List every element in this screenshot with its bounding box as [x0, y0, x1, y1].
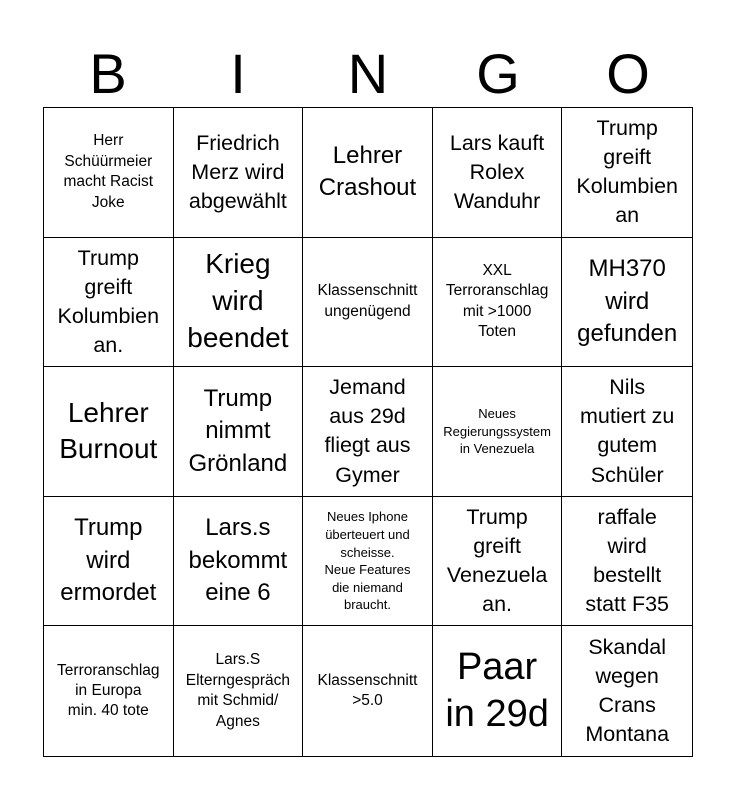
bingo-cell[interactable]: Lars.s bekommt eine 6: [174, 497, 304, 627]
bingo-cell[interactable]: Trump nimmt Grönland: [174, 367, 304, 497]
bingo-cell[interactable]: Friedrich Merz wird abgewählt: [174, 108, 304, 238]
bingo-cell[interactable]: Neues Iphone überteuert und scheisse. Neue Features die niemand braucht.: [303, 497, 433, 627]
bingo-cell[interactable]: MH370 wird gefunden: [562, 238, 692, 368]
bingo-board: [43, 107, 693, 757]
bingo-cell[interactable]: Lehrer Crashout: [303, 108, 433, 238]
bingo-cell[interactable]: Terroranschlag in Europa min. 40 tote: [44, 626, 174, 756]
bingo-header: [43, 40, 693, 108]
bingo-cell[interactable]: XXL Terroranschlag mit >1000 Toten: [433, 238, 563, 368]
bingo-cell[interactable]: Lars kauft Rolex Wanduhr: [433, 108, 563, 238]
bingo-cell[interactable]: Lehrer Burnout: [44, 367, 174, 497]
bingo-cell[interactable]: Krieg wird beendet: [174, 238, 304, 368]
bingo-cell[interactable]: Trump greift Kolumbien an.: [44, 238, 174, 368]
header-letter-i: I: [230, 42, 246, 105]
bingo-cell[interactable]: Neues Regierungssystem in Venezuela: [433, 367, 563, 497]
bingo-cell[interactable]: Klassenschnitt >5.0: [303, 626, 433, 756]
bingo-cell[interactable]: Trump greift Kolumbien an: [562, 108, 692, 238]
bingo-cell[interactable]: Nils mutiert zu gutem Schüler: [562, 367, 692, 497]
bingo-cell[interactable]: Jemand aus 29d fliegt aus Gymer: [303, 367, 433, 497]
bingo-cell[interactable]: raffale wird bestellt statt F35: [562, 497, 692, 627]
header-letter-o: O: [606, 42, 650, 105]
header-letter-b: B: [89, 42, 127, 105]
bingo-cell[interactable]: Skandal wegen Crans Montana: [585, 635, 670, 747]
header-letter-n: N: [347, 42, 389, 105]
bingo-cell[interactable]: Trump greift Venezuela an.: [433, 497, 563, 627]
bingo-cell[interactable]: Klassenschnitt ungenügend: [303, 238, 433, 368]
bingo-cell[interactable]: Trump wird ermordet: [44, 497, 174, 627]
bingo-cell[interactable]: Herr Schüürmeier macht Racist Joke: [44, 108, 174, 238]
header-letter-g: G: [476, 42, 520, 105]
bingo-cell[interactable]: Lars.S Elterngespräch mit Schmid/ Agnes: [174, 626, 304, 756]
bingo-cell[interactable]: Paar in 29d: [433, 626, 563, 756]
